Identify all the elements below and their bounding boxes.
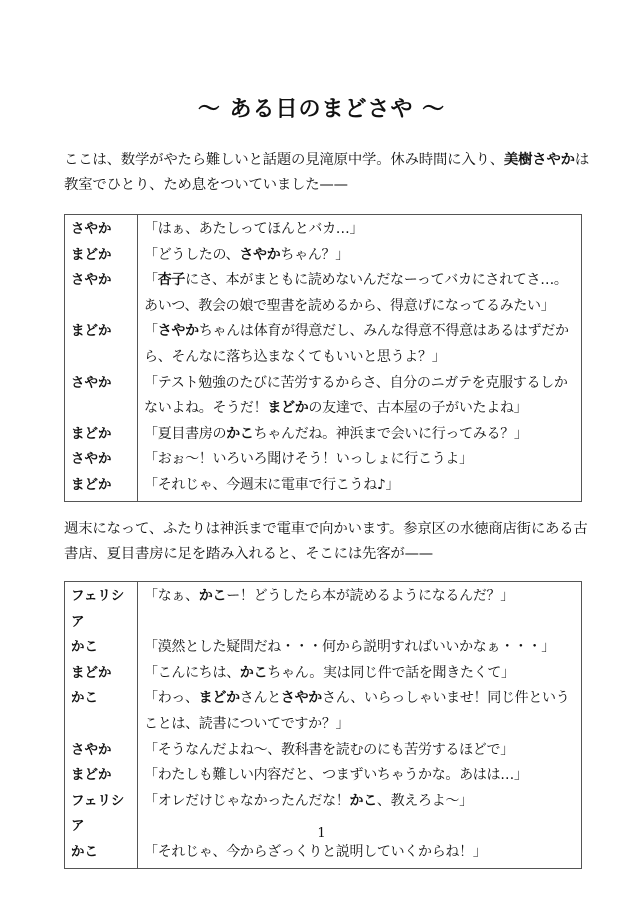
speaker-name: かこ: [65, 635, 138, 661]
speaker-name: フェリシア: [65, 789, 138, 840]
dialogue-row: [65, 840, 582, 868]
speaker-name: かこ: [65, 686, 138, 737]
text-run: 「漠然とした疑問だね・・・何から説明すればいいかなぁ・・・」: [144, 639, 555, 656]
emphasized-name: かこ: [349, 792, 377, 809]
text-run: 「どうしたの、: [144, 246, 240, 263]
dialogue-line: [138, 661, 582, 687]
text-run: さん、いらっしゃいませ！同じ件ということは、読書についてですか？」: [144, 690, 570, 732]
emphasized-name: かこ: [198, 588, 227, 604]
text-run: ちゃんだね。神浜まで会いに行ってみる？」: [253, 425, 528, 442]
text-run: 「オレだけじゃなかったんだな！: [144, 792, 350, 809]
dialogue-row: [65, 635, 582, 661]
speaker-name: まどか: [65, 473, 138, 501]
text-run: 「こんにちは、: [144, 664, 240, 681]
intro-paragraph: [64, 148, 594, 198]
dialogue-line: [138, 582, 582, 636]
dialogue-row: [65, 738, 582, 764]
emphasized-name: まどか: [198, 690, 240, 707]
dialogue-row: [65, 447, 582, 473]
speaker-name: さやか: [65, 215, 138, 243]
speaker-name: さやか: [65, 447, 138, 473]
emphasized-name: かこ: [226, 425, 254, 442]
emphasized-name: さやか: [280, 690, 322, 707]
text-run: は教室でひとり、ため息をついていました——: [64, 152, 590, 193]
emphasized-name: 美樹さやか: [503, 152, 575, 168]
speaker-name: さやか: [65, 738, 138, 764]
dialogue-row: [65, 582, 582, 636]
dialogue-line: [138, 422, 582, 448]
dialogue-line: [138, 268, 582, 319]
text-run: 「おぉ〜！いろいろ聞けそう！いっしょに行こうよ」: [144, 451, 473, 468]
text-run: 「わっ、: [144, 690, 199, 707]
dialogue-row: [65, 473, 582, 501]
text-run: 「はぁ、あたしってほんとバカ…」: [144, 221, 364, 237]
dialogue-table-1: [64, 214, 582, 502]
emphasized-name: かこ: [239, 664, 268, 681]
page-number: 1: [317, 826, 326, 841]
text-run: の友達で、古本屋の子がいたよね」: [308, 400, 528, 417]
dialogue-row: [65, 686, 582, 737]
speaker-name: さやか: [65, 268, 138, 319]
speaker-name: かこ: [65, 840, 138, 868]
text-run: 「夏目書房の: [144, 425, 227, 442]
text-run: 「それじゃ、今週末に電車で行こうね♪」: [144, 476, 400, 493]
dialogue-row: [65, 371, 582, 422]
text-run: ちゃんは体育が得意だし、みんな得意不得意はあるはずだから、そんなに落ち込まなくてもいいと思うよ？」: [144, 323, 569, 365]
dialogue-line: [138, 371, 582, 422]
text-run: 「: [144, 323, 158, 340]
text-run: 「そうなんだよね〜、教科書を読むのにも苦労するほどで」: [144, 741, 514, 758]
emphasized-name: さやか: [239, 246, 281, 263]
dialogue-line: [138, 763, 582, 789]
text-run: ー！どうしたら本が読めるようになるんだ？」: [226, 588, 514, 604]
text-run: ここは、数学がやたら難しいと話題の見滝原中学。休み時間に入り、: [64, 152, 504, 168]
dialogue-row: [65, 268, 582, 319]
emphasized-name: さやか: [157, 323, 199, 340]
dialogue-row: [65, 215, 582, 243]
dialogue-line: [138, 473, 582, 501]
speaker-name: まどか: [65, 661, 138, 687]
dialogue-row: [65, 243, 582, 269]
dialogue-row: [65, 422, 582, 448]
dialogue-line: [138, 686, 582, 737]
dialogue-row: [65, 763, 582, 789]
speaker-name: まどか: [65, 319, 138, 370]
page-title: 〜 ある日のまどさや 〜: [197, 97, 446, 122]
scene-paragraph: [64, 517, 594, 567]
text-run: 「テスト勉強のたびに苦労するからさ、自分のニガテを克服するしかないよね。そうだ！: [144, 374, 568, 417]
text-run: 「それじゃ、今からざっくりと説明していくからね！」: [144, 843, 487, 860]
text-run: 「わたしも難しい内容だと、つまずいちゃうかな。あはは…」: [144, 767, 528, 784]
dialogue-line: [138, 243, 582, 269]
text-run: 「なぁ、: [144, 588, 199, 604]
dialogue-row: [65, 319, 582, 370]
emphasized-name: 杏子: [157, 272, 186, 289]
text-run: 、教えろよ〜」: [376, 792, 473, 809]
dialogue-line: [138, 215, 582, 243]
dialogue-line: [138, 840, 582, 868]
speaker-name: まどか: [65, 763, 138, 789]
dialogue-line: [138, 319, 582, 370]
speaker-name: まどか: [65, 243, 138, 269]
dialogue-line: [138, 738, 582, 764]
text-run: さんと: [239, 690, 281, 707]
emphasized-name: まどか: [267, 400, 309, 417]
text-run: にさ、本がまともに読めないんだなーってバカにされてさ…。あいつ、教会の娘で聖書を読めるから、得意げになってるみたい」: [144, 272, 568, 314]
speaker-name: フェリシア: [65, 582, 138, 636]
dialogue-row: [65, 661, 582, 687]
text-run: ちゃん？」: [280, 246, 349, 263]
text-run: 「: [144, 272, 158, 289]
text-run: 週末になって、ふたりは神浜まで電車で向かいます。参京区の水徳商店街にある古書店、夏目書房に足を踏み入れると、そこには先客が——: [64, 521, 588, 562]
text-run: ちゃん。実は同じ件で話を聞きたくて」: [267, 664, 515, 681]
speaker-name: まどか: [65, 422, 138, 448]
dialogue-line: [138, 447, 582, 473]
speaker-name: さやか: [65, 371, 138, 422]
dialogue-line: [138, 635, 582, 661]
